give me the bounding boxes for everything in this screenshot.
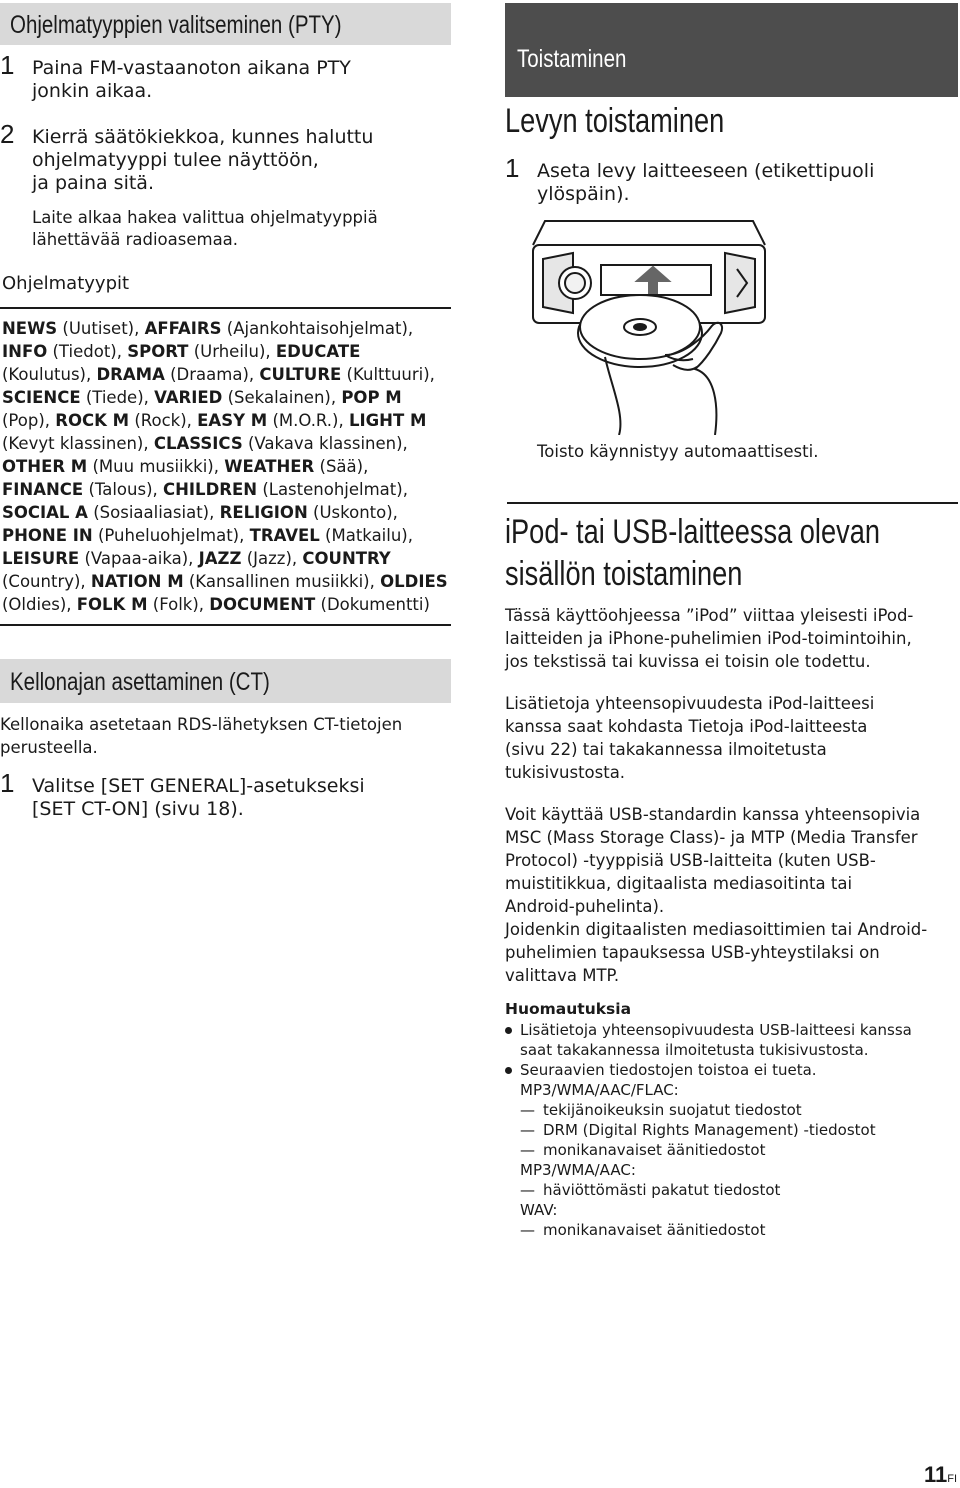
divider (0, 307, 451, 309)
program-type-description: (Muu musiikki), (92, 457, 225, 476)
disc-heading (505, 100, 779, 142)
program-type-description: (Kevyt klassinen), (2, 434, 154, 453)
disc-heading-text: Levyn toistaminen (505, 102, 725, 140)
step-number: 1 (0, 768, 15, 798)
heading-line: iPod- tai USB-laitteessa olevan (505, 513, 880, 551)
program-type-code: DOCUMENT (209, 595, 316, 614)
program-type-description: (Tiedot), (52, 342, 128, 361)
paragraph-line: Tässä käyttöohjeessa ”iPod” viittaa yleisesti iPod- (505, 606, 914, 625)
program-type-code: ROCK M (55, 411, 130, 430)
step-text: Kierrä säätökiekkoa, kunnes haluttu (32, 126, 374, 148)
ct-text: perusteella. (0, 738, 98, 757)
note-bullet-item (505, 1020, 960, 1060)
paragraph-line: valittava MTP. (505, 966, 620, 985)
program-type-description: (Uutiset), (62, 319, 145, 338)
program-type-description: (Draama), (170, 365, 260, 384)
page-number-value: 11 (924, 1462, 948, 1487)
program-type-description: (Vapaa-aika), (84, 549, 199, 568)
program-type-code: NATION M (90, 572, 184, 591)
paragraph-line: Joidenkin digitaalisten mediasoittimien tai Android- (505, 920, 928, 939)
dash-item (505, 1120, 960, 1140)
step-text: ylöspäin). (537, 183, 630, 205)
program-type-description: (Puheluohjelmat), (97, 526, 250, 545)
program-type-description: (Sosiaaliasiat), (93, 503, 220, 522)
program-type-description: (Ajankohtaisohjelmat), (226, 319, 414, 338)
program-type-code: AFFAIRS (144, 319, 222, 338)
dash-item (505, 1140, 960, 1160)
program-type-description: (Dokumentti) (320, 595, 430, 614)
section-tab-label: Toistaminen (517, 45, 627, 73)
program-type-code: RELIGION (219, 503, 308, 522)
program-type-code: JAZZ (198, 549, 242, 568)
ct-heading: Kellonajan asettaminen (CT) (10, 668, 270, 696)
program-type-description: (M.O.R.), (272, 411, 349, 430)
program-type-code: COUNTRY (302, 549, 391, 568)
dash-item (505, 1100, 960, 1120)
ipod-paragraph (505, 604, 960, 673)
program-type-code: FOLK M (76, 595, 148, 614)
program-type-code: CHILDREN (163, 480, 258, 499)
program-type-code: POP M (341, 388, 402, 407)
paragraph-line: muistitikkua, digitaalista mediasoitinta tai (505, 874, 853, 893)
paragraph-line: kanssa saat kohdasta Tietoja iPod-laitteesta (505, 717, 868, 736)
section-tab (505, 3, 958, 97)
paragraph-line: laitteiden ja iPhone-puhelimien iPod-toimintoihin, (505, 629, 912, 648)
ct-text: Kellonaika asetetaan RDS-lähetyksen CT-tietojen (0, 715, 403, 734)
program-type-description: (Urheilu), (193, 342, 276, 361)
step-number: 2 (0, 119, 15, 149)
note-bullet-item (505, 1060, 960, 1100)
program-type-code: OTHER M (2, 457, 88, 476)
bullet-icon (505, 1067, 512, 1074)
paragraph-line: Android-puhelinta). (505, 897, 665, 916)
program-type-code: EDUCATE (275, 342, 361, 361)
program-type-list (2, 317, 452, 616)
program-type-code: CLASSICS (153, 434, 243, 453)
program-type-code: TRAVEL (249, 526, 320, 545)
program-type-code: FINANCE (2, 480, 84, 499)
format-label: WAV: (520, 1201, 558, 1219)
dash-icon: — (520, 1101, 535, 1119)
paragraph-line: Lisätietoja yhteensopivuudesta iPod-laitteesi (505, 694, 875, 713)
page-language: FI (947, 1473, 958, 1485)
note-line: monikanavaiset äänitiedostot (543, 1221, 766, 1239)
program-type-code: EASY M (197, 411, 268, 430)
notes-heading: Huomautuksia (505, 1000, 632, 1018)
note-line: Seuraavien tiedostojen toistoa ei tueta. (520, 1061, 817, 1079)
program-type-description: (Kansallinen musiikki), (188, 572, 381, 591)
usb-paragraph (505, 803, 960, 987)
note-line: saat takakannessa ilmoitetusta tukisivustosta. (520, 1041, 869, 1059)
program-type-code: DRAMA (96, 365, 165, 384)
step-text: ohjelmatyyppi tulee näyttöön, (32, 149, 319, 171)
program-type-code: LEISURE (2, 549, 80, 568)
ipod-usb-heading (505, 511, 960, 595)
program-type-description: (Folk), (152, 595, 210, 614)
step-text: Aseta levy laitteeseen (etikettipuoli (537, 160, 875, 182)
format-label: MP3/WMA/AAC: (520, 1161, 636, 1179)
program-type-description: (Koulutus), (2, 365, 97, 384)
pty-heading: Ohjelmatyyppien valitseminen (PTY) (10, 11, 342, 39)
program-type-code: SCIENCE (2, 388, 81, 407)
step-text: ja paina sitä. (32, 172, 154, 194)
program-type-description: (Country), (2, 572, 91, 591)
program-type-code: PHONE IN (2, 526, 93, 545)
note-text: lähettävää radioasemaa. (32, 230, 239, 249)
divider (0, 624, 451, 626)
program-type-code: VARIED (154, 388, 223, 407)
ct-step-1 (0, 768, 455, 821)
program-type-description: (Vakava klassinen), (247, 434, 408, 453)
pty-note (0, 207, 455, 251)
program-type-code: OLDIES (380, 572, 448, 591)
pty-step-2 (0, 119, 455, 195)
bullet-icon (505, 1027, 512, 1034)
notes-list (505, 1020, 960, 1240)
paragraph-line: tukisivustosta. (505, 763, 626, 782)
program-type-description: (Kulttuuri), (346, 365, 435, 384)
program-type-description: (Rock), (134, 411, 198, 430)
program-type-description: (Sekalainen), (227, 388, 342, 407)
note-line: MP3/WMA/AAC/FLAC: (520, 1081, 679, 1099)
ct-description (0, 713, 455, 759)
dash-icon: — (520, 1221, 535, 1239)
program-type-description: (Talous), (88, 480, 163, 499)
step-text: Valitse [SET GENERAL]-asetukseksi (32, 775, 365, 797)
page-number (924, 1462, 957, 1488)
note-line: monikanavaiset äänitiedostot (543, 1141, 766, 1159)
disc-insert-illustration (515, 215, 785, 435)
program-type-description: (Tiede), (85, 388, 155, 407)
disc-step-1 (505, 153, 960, 206)
note-line: Lisätietoja yhteensopivuudesta USB-laitteesi kanssa (520, 1021, 912, 1039)
program-type-code: SPORT (127, 342, 189, 361)
dash-icon: — (520, 1121, 535, 1139)
dash-item (505, 1180, 960, 1200)
program-type-description: (Oldies), (2, 595, 77, 614)
ct-heading-box (0, 659, 451, 703)
program-type-description: (Lastenohjelmat), (262, 480, 408, 499)
ipod-compat-paragraph (505, 692, 960, 784)
program-type-description: (Sää), (319, 457, 369, 476)
heading-line: sisällön toistaminen (505, 555, 743, 593)
paragraph-line: Protocol) -tyyppisiä USB-laitteita (kuten USB- (505, 851, 876, 870)
note-line: DRM (Digital Rights Management) -tiedostot (543, 1121, 876, 1139)
step-text: [SET CT-ON] (sivu 18). (32, 798, 244, 820)
autoplay-text: Toisto käynnistyy automaattisesti. (537, 442, 819, 461)
step-number: 1 (0, 50, 15, 80)
pty-step-1 (0, 50, 455, 103)
program-type-description: (Jazz), (246, 549, 303, 568)
step-number: 1 (505, 153, 520, 183)
program-type-description: (Uskonto), (313, 503, 398, 522)
program-type-code: INFO (2, 342, 48, 361)
paragraph-line: puhelimien tapauksessa USB-yhteystilaksi on (505, 943, 880, 962)
paragraph-line: (sivu 22) tai takakannessa ilmoitetusta (505, 740, 827, 759)
dash-item (505, 1220, 960, 1240)
paragraph-line: Voit käyttää USB-standardin kanssa yhteensopivia (505, 805, 921, 824)
dash-icon: — (520, 1141, 535, 1159)
program-type-description: (Pop), (2, 411, 56, 430)
pty-heading-box (0, 3, 451, 45)
program-type-code: CULTURE (259, 365, 342, 384)
program-types-heading: Ohjelmatyypit (2, 273, 130, 294)
program-type-description: (Matkailu), (325, 526, 413, 545)
program-type-code: LIGHT M (348, 411, 427, 430)
step-text: jonkin aikaa. (32, 80, 153, 102)
program-type-code: WEATHER (224, 457, 315, 476)
note-text: Laite alkaa hakea valittua ohjelmatyyppiä (32, 208, 378, 227)
paragraph-line: jos tekstissä tai kuvissa ei toisin ole todettu. (505, 652, 871, 671)
note-line: häviöttömästi pakatut tiedostot (543, 1181, 781, 1199)
note-line: tekijänoikeuksin suojatut tiedostot (543, 1101, 802, 1119)
divider (507, 502, 958, 504)
program-type-code: SOCIAL A (2, 503, 88, 522)
paragraph-line: MSC (Mass Storage Class)- ja MTP (Media Transfer (505, 828, 918, 847)
step-text: Paina FM-vastaanoton aikana PTY (32, 57, 351, 79)
program-type-code: NEWS (2, 319, 58, 338)
dash-icon: — (520, 1181, 535, 1199)
